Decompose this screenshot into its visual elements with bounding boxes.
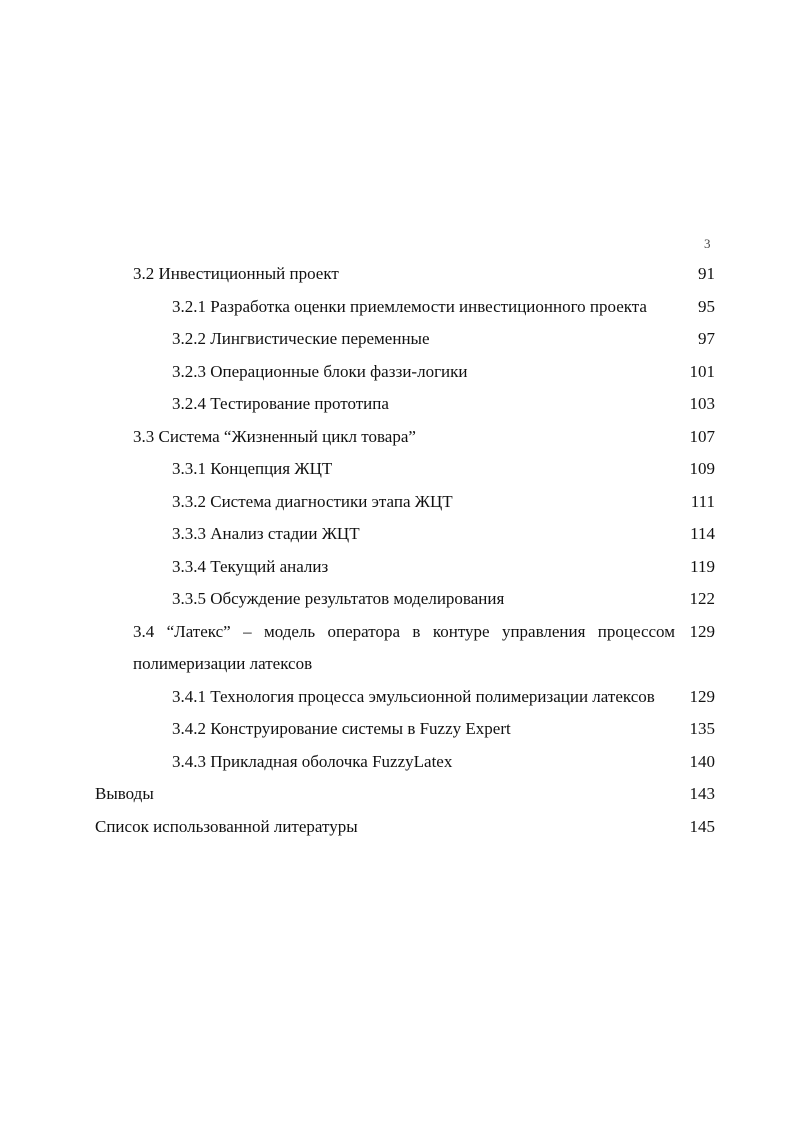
toc-entry — [0, 551, 793, 584]
toc-entry — [0, 486, 793, 519]
toc-entry-page: 135 — [689, 719, 715, 738]
toc-entry-page: 103 — [689, 394, 715, 413]
toc-entry-page: 101 — [689, 361, 715, 381]
toc-entry-page: 129 — [689, 621, 715, 641]
toc-entry — [0, 258, 793, 291]
toc-entry — [0, 518, 793, 551]
toc-entry — [0, 583, 793, 616]
toc-entry-title: 3.4.1 Технология процесса эмульсионной полимеризации латексов — [172, 686, 655, 706]
toc-entry-title: 3.4.3 Прикладная оболочка FuzzyLatex — [172, 751, 453, 771]
toc-entry-title: 3.2 Инвестиционный проект — [133, 264, 339, 283]
toc-entry — [0, 681, 793, 714]
toc-entry-title: 3.2.4 Тестирование прототипа — [172, 394, 389, 413]
toc-entry-page: 119 — [690, 556, 715, 576]
toc-entry-page: 114 — [690, 524, 715, 543]
toc-entry — [0, 453, 793, 486]
toc-entry-page: 109 — [689, 459, 715, 478]
toc-entry-page: 140 — [689, 751, 715, 771]
toc-entry-title: 3.3 Система “Жизненный цикл товара” — [133, 426, 416, 446]
toc-entry — [0, 421, 793, 454]
toc-entry-page: 95 — [698, 296, 715, 316]
table-of-contents — [0, 258, 793, 843]
page-number: 3 — [704, 236, 711, 251]
toc-entry-page: 111 — [690, 491, 715, 511]
toc-entry-page: 91 — [698, 264, 715, 283]
toc-entry-page: 143 — [689, 784, 715, 803]
toc-entry-page: 122 — [689, 589, 715, 608]
toc-entry-title: 3.3.2 Система диагностики этапа ЖЦТ — [172, 491, 453, 511]
toc-entry-title: 3.3.5 Обсуждение результатов моделирования — [172, 589, 505, 608]
toc-entry-page: 97 — [698, 329, 715, 348]
toc-entry-title: 3.3.3 Анализ стадии ЖЦТ — [172, 524, 360, 543]
toc-entry-title: Выводы — [95, 784, 154, 803]
toc-entry-page: 145 — [689, 816, 715, 836]
toc-entry-title: 3.2.2 Лингвистические переменные — [172, 329, 430, 348]
toc-entry-title: 3.2.1 Разработка оценки приемлемости инвестиционного проекта — [172, 296, 647, 316]
toc-entry — [0, 746, 793, 779]
toc-entry — [0, 778, 793, 811]
toc-entry — [0, 616, 793, 681]
toc-entry-title: Список использованной литературы — [95, 816, 358, 836]
toc-entry — [0, 388, 793, 421]
toc-entry — [0, 713, 793, 746]
toc-entry-title: 3.2.3 Операционные блоки фаззи-логики — [172, 361, 468, 381]
toc-entry — [0, 356, 793, 389]
toc-entry-title: 3.3.1 Концепция ЖЦТ — [172, 459, 333, 478]
toc-entry-title: 3.3.4 Текущий анализ — [172, 556, 329, 576]
toc-entry-title: 3.4 “Латекс” – модель оператора в контуре управления процессом полимеризации латексов — [133, 621, 675, 673]
toc-entry-page: 107 — [689, 426, 715, 446]
toc-entry-page: 129 — [689, 686, 715, 706]
toc-entry-title: 3.4.2 Конструирование системы в Fuzzy Expert — [172, 719, 511, 738]
toc-entry — [0, 811, 793, 844]
toc-entry — [0, 291, 793, 324]
toc-entry — [0, 323, 793, 356]
